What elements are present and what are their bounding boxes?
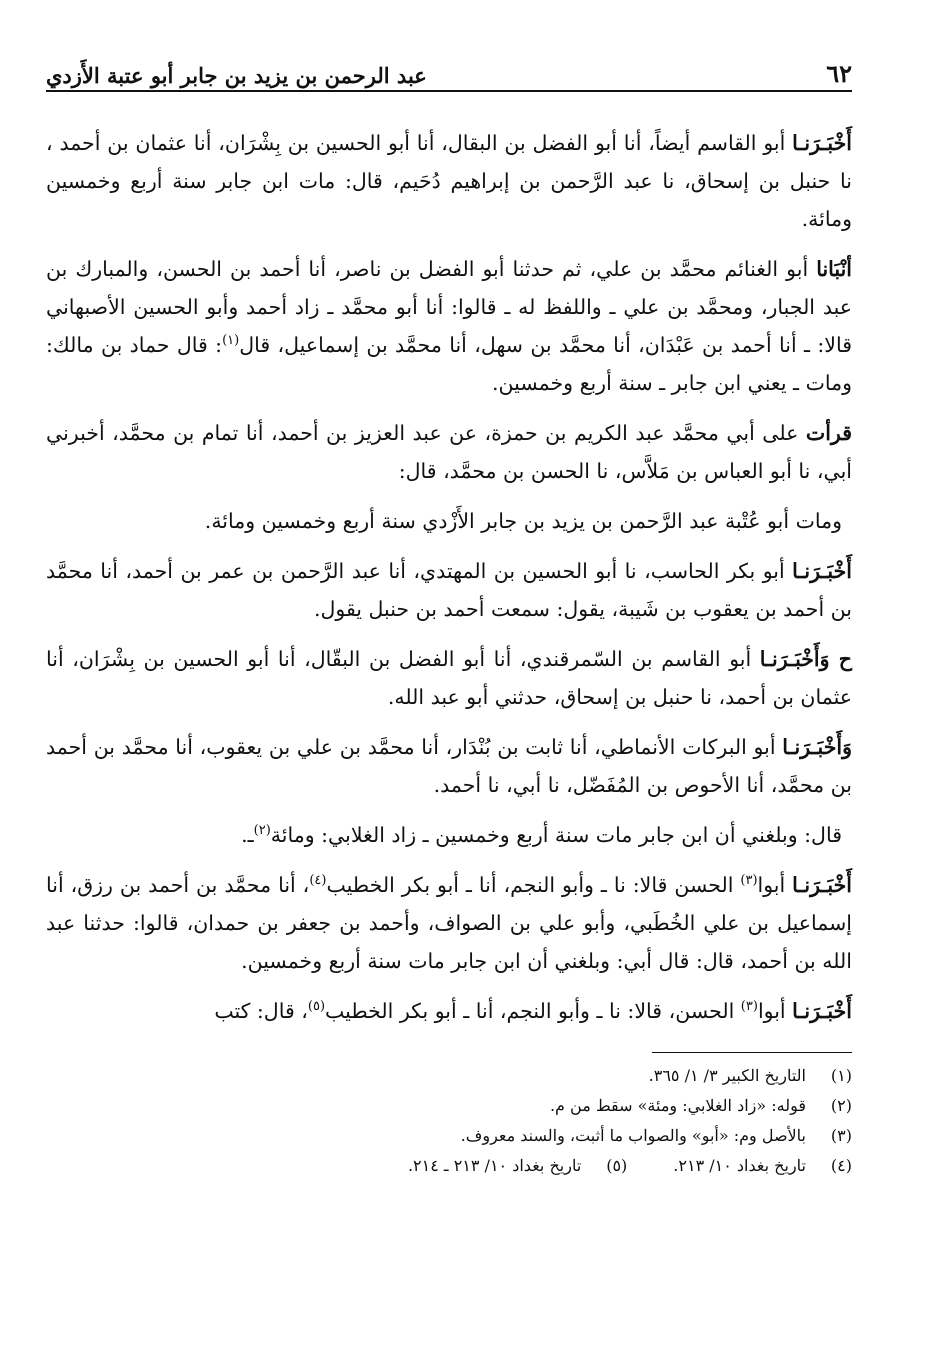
footnote-text: قوله: «زاد الغلابي: ومئة» سقط من م. (549, 1096, 806, 1115)
paragraph-lead: أَخْبَـرَنـا (792, 131, 852, 155)
footnote-number: (٣) (830, 1126, 852, 1145)
footnotes (46, 1061, 852, 1181)
footnote-ref[interactable]: (٤) (309, 873, 327, 889)
footnote-divider (652, 1052, 852, 1053)
paragraph-text: أبو بكر الحاسب، نا أبو الحسين بن المهتدي، أنا عبد الرَّحمن بن عمر بن أحمد، أنا محمَّد بن أحمد بن يعقوب بن شَيبة، يقول: سمعت أحمد بن حنبل يقول. (46, 559, 852, 621)
paragraph-lead: أَخْبَـرَنـا (792, 999, 852, 1023)
paragraph-text: أبوا (757, 999, 793, 1023)
footnote-ref[interactable]: (١) (222, 333, 240, 349)
footnote-text: بالأصل وم: «أبو» والصواب ما أثبت، والسند معروف. (460, 1126, 806, 1145)
footnote (46, 1061, 852, 1091)
paragraph-lead: وَأَخْبَـرَنـا (782, 735, 852, 759)
footnote-number: (٥) (606, 1156, 628, 1175)
page-number: ٦٢ (826, 59, 852, 88)
paragraph (46, 816, 852, 854)
paragraph-tail: ، قال: كتب (214, 999, 308, 1023)
footnote-pair (46, 1151, 852, 1181)
footnote-number: (٢) (830, 1096, 852, 1115)
running-title: عبد الرحمن بن يزيد بن جابر أبو عتبة الأَزدي (46, 63, 427, 88)
page-header (46, 48, 852, 92)
paragraph-text: أبو القاسم أيضاً، أنا أبو الفضل بن البقال، أنا أبو الحسين بن بِشْرَان، أنا عثمان بن أحمد ، نا حنبل بن إسحاق، نا عبد الرَّحمن بن إبراهيم دُحَيم، قال: مات ابن جابر سنة أربع وخمسين ومائة. (46, 131, 852, 231)
paragraph-tail: ـ. (241, 823, 254, 847)
footnote-text: تاريخ بغداد ١٠/ ٢١٣ ـ ٢١٤. (407, 1156, 582, 1175)
footnote (408, 1151, 627, 1181)
footnote-ref[interactable]: (٥) (307, 999, 326, 1015)
paragraph-lead: أنْبَانا (816, 257, 852, 281)
paragraph (46, 552, 852, 628)
main-text (46, 124, 852, 1030)
footnote (673, 1151, 852, 1181)
book-page (46, 48, 852, 1181)
paragraph (46, 124, 852, 238)
footnote (46, 1091, 852, 1121)
paragraph-tail: الحسن، قالا: نا ـ وأبو النجم، أنا ـ أبو بكر الخطيب (325, 999, 741, 1023)
paragraph-text: أبو الغنائم محمَّد بن علي، ثم حدثنا أبو الفضل بن ناصر، أنا أحمد بن الحسن، والمبارك بن عبد الجبار، ومحمَّد بن علي ـ واللفظ له ـ قالوا: أنا أبو محمَّد ـ زاد أحمد وأبو الحسين الأصبهاني قالا: ـ أنا أحمد بن عَبْدَان، أنا محمَّد بن سهل، أنا محمَّد بن إسماعيل، قال (46, 257, 852, 357)
paragraph (46, 992, 852, 1030)
footnote-number: (١) (830, 1066, 852, 1085)
paragraph-lead: أَخْبَـرَنـا (792, 559, 852, 583)
paragraph-text: ومات أبو عُتْبة عبد الرَّحمن بن يزيد بن جابر الأَزْدي سنة أربع وخمسين ومائة. (204, 509, 842, 533)
paragraph-text: قال: وبلغني أن ابن جابر مات سنة أربع وخمسين ـ زاد الغلابي: ومائة (270, 823, 842, 847)
paragraph (46, 414, 852, 490)
paragraph (46, 728, 852, 804)
footnote-ref[interactable]: (٢) (253, 823, 271, 839)
footnote-ref[interactable]: (٣) (740, 999, 758, 1015)
paragraph-tail: : قال حماد بن مالك: ومات ـ يعني ابن جابر ـ سنة أربع وخمسين. (46, 333, 852, 395)
paragraph-lead: قرأت (805, 421, 852, 445)
footnote-ref[interactable]: (٣) (740, 873, 758, 889)
paragraph (46, 502, 852, 540)
paragraph-lead: أَخْبَـرَنـا (792, 873, 852, 897)
paragraph (46, 250, 852, 402)
paragraph (46, 640, 852, 716)
paragraph-text: أبو القاسم بن السّمرقندي، أنا أبو الفضل بن البقّال، أنا أبو الحسين بن بِشْرَان، أنا عثمان بن أحمد، نا حنبل بن إسحاق، حدثني أبو عبد الله. (46, 647, 852, 709)
footnote-text: التاريخ الكبير ٣/ ١/ ٣٦٥. (648, 1066, 806, 1085)
footnote (46, 1121, 852, 1151)
paragraph-lead: ح وَأَخْبَـرَنـا (759, 647, 852, 671)
paragraph-tail: الحسن قالا: نا ـ وأبو النجم، أنا ـ أبو بكر الخطيب (326, 873, 741, 897)
paragraph (46, 866, 852, 980)
paragraph-text: أبو البركات الأنماطي، أنا ثابت بن بُنْدَار، أنا محمَّد بن علي بن يعقوب، أنا محمَّد بن أحمد بن محمَّد، أنا الأحوص بن المُفَضّل، نا أبي، نا أحمد. (46, 735, 852, 797)
footnote-number: (٤) (830, 1156, 852, 1175)
footnote-text: تاريخ بغداد ١٠/ ٢١٣. (673, 1156, 806, 1175)
paragraph-text: على أبي محمَّد عبد الكريم بن حمزة، عن عبد العزيز بن أحمد، أنا تمام بن محمَّد، أخبرني أبي، نا أبو العباس بن مَلاَّس، نا الحسن بن محمَّد، قال: (46, 421, 852, 483)
paragraph-text: أبوا (757, 873, 793, 897)
paragraph-tail: ، أنا محمَّد بن أحمد بن رزق، أنا إسماعيل بن علي الخُطَبي، وأبو علي بن الصواف، وأحمد بن جعفر بن حمدان، قالوا: حدثنا عبد الله بن أحمد، قال: قال أبي: وبلغني أن ابن جابر مات سنة أربع وخمسين. (46, 873, 852, 973)
